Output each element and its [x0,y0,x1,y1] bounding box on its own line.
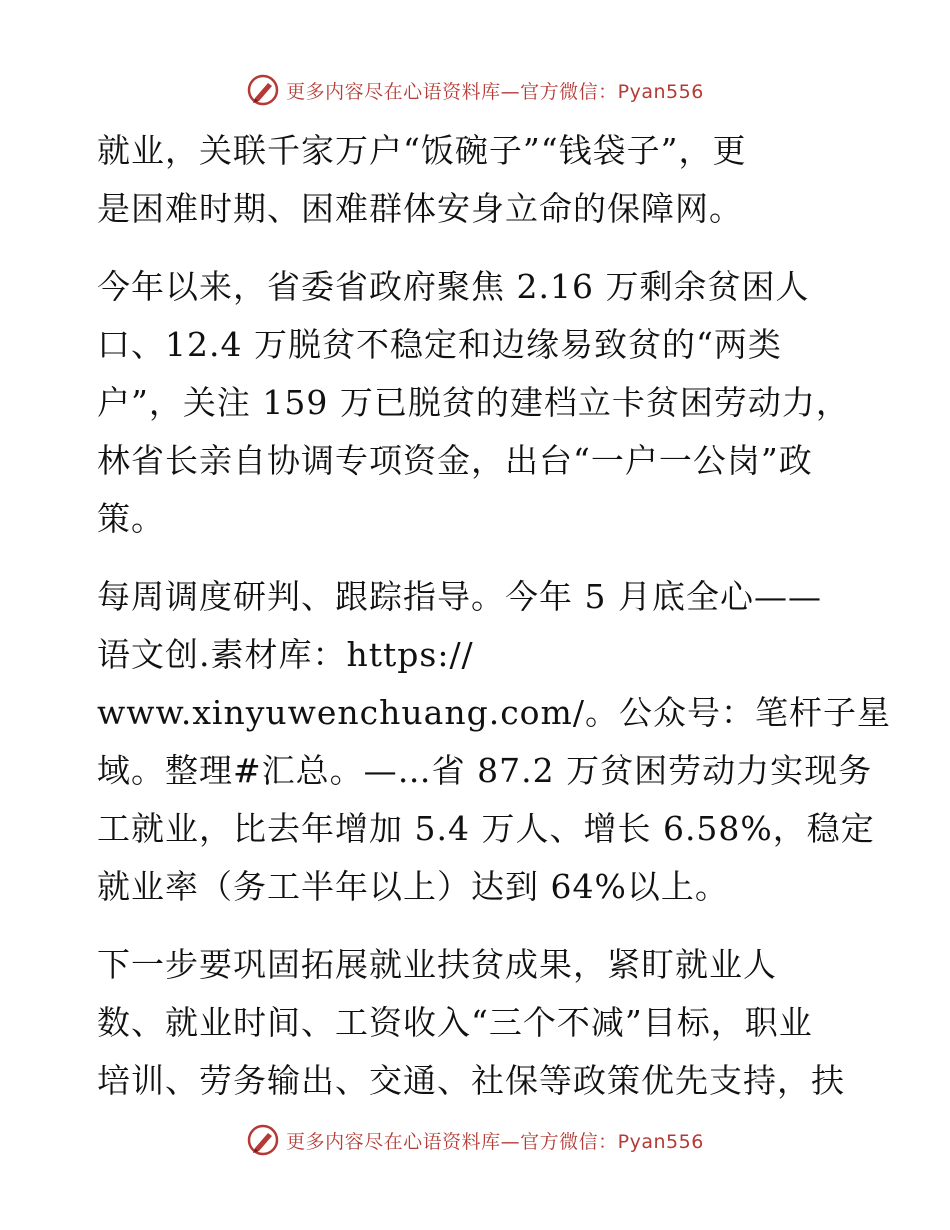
text-line: www.xinyuwenchuang.com/。公众号：笔杆子星 [97,693,891,732]
footer-watermark-text: 更多内容尽在心语资料库—官方微信：Pyan556 [286,1130,704,1153]
text-line: 下一步要巩固拓展就业扶贫成果，紧盯就业人 [97,945,777,984]
text-line: 就业率（务工半年以上）达到 64%以上。 [97,867,729,906]
text-line: 策。 [97,499,165,538]
paragraph-1 [97,122,857,238]
footer-watermark [0,1120,950,1160]
document-body [97,122,891,1130]
text-line: 域。整理#汇总。—…省 87.2 万贫困劳动力实现务 [97,751,873,790]
text-line: 就业，关联千家万户“饭碗子”“钱袋子”，更 [97,131,747,170]
text-line: 是困难时期、困难群体安身立命的保障网。 [97,189,743,228]
text-line: 语文创.素材库：https:// [97,635,474,674]
header-watermark [0,70,950,110]
paragraph-3 [97,568,891,916]
text-line: 今年以来，省委省政府聚焦 2.16 万剩余贫困人 [97,267,810,306]
text-line: 口、12.4 万脱贫不稳定和边缘易致贫的“两类 [97,325,782,364]
header-watermark-text: 更多内容尽在心语资料库—官方微信：Pyan556 [286,80,704,103]
text-line: 培训、劳务输出、交通、社保等政策优先支持，扶 [97,1061,845,1100]
paragraph-2 [97,258,857,548]
text-line: 林省长亲自协调专项资金，出台“一户一公岗”政 [97,441,813,480]
text-line: 户”，关注 159 万已脱贫的建档立卡贫困劳动力， [97,383,850,422]
text-line: 工就业，比去年增加 5.4 万人、增长 6.58%，稳定 [97,809,875,848]
pen-logo-icon [246,73,280,107]
text-line: 数、就业时间、工资收入“三个不减”目标，职业 [97,1003,813,1042]
pen-logo-icon [246,1123,280,1157]
paragraph-4 [97,936,857,1110]
text-line: 每周调度研判、跟踪指导。今年 5 月底全心—— [97,577,822,616]
